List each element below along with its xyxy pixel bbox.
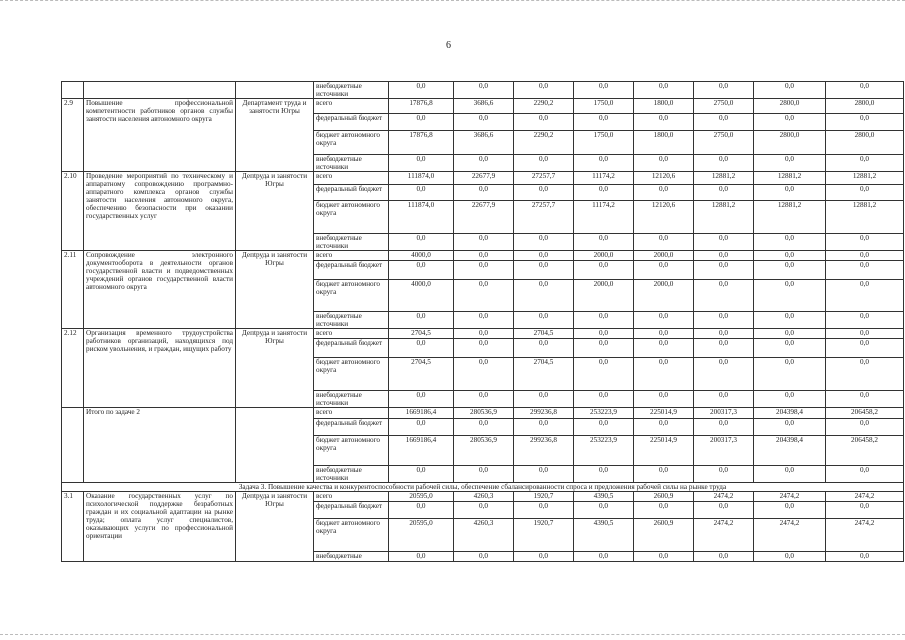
row-description: Проведение мероприятий по техническому и аппаратному сопровождению программно-аппаратного комплекса органов службы занятости населения автономного округа, обеспечению безопасности при оказании государственных услуг	[84, 172, 236, 251]
amount-cell: 0,0	[389, 339, 454, 358]
amount-cell: 2474,2	[754, 519, 826, 552]
amount-cell: 0,0	[826, 358, 904, 391]
amount-cell: 4390,5	[574, 519, 634, 552]
amount-cell: 2750,0	[694, 99, 754, 114]
amount-cell: 11174,2	[574, 201, 634, 234]
funding-source: всего	[314, 329, 389, 339]
amount-cell: 20595,0	[389, 492, 454, 502]
amount-cell: 0,0	[694, 114, 754, 131]
amount-cell: 0,0	[826, 261, 904, 280]
amount-cell: 0,0	[574, 312, 634, 329]
amount-cell: 0,0	[634, 419, 694, 436]
amount-cell: 0,0	[454, 419, 514, 436]
amount-cell: 280536,9	[454, 436, 514, 466]
amount-cell: 2704,5	[514, 358, 574, 391]
amount-cell: 2800,0	[754, 99, 826, 114]
amount-cell: 27257,7	[514, 201, 574, 234]
amount-cell: 0,0	[754, 419, 826, 436]
amount-cell: 299236,8	[514, 408, 574, 419]
amount-cell: 0,0	[634, 82, 694, 99]
amount-cell: 0,0	[389, 82, 454, 99]
amount-cell: 2600,9	[634, 492, 694, 502]
amount-cell: 0,0	[694, 552, 754, 562]
row-responsible	[236, 408, 314, 483]
amount-cell: 2800,0	[826, 131, 904, 155]
amount-cell: 0,0	[514, 466, 574, 483]
amount-cell: 4000,0	[389, 251, 454, 261]
row-index	[62, 82, 84, 99]
amount-cell: 0,0	[694, 155, 754, 172]
amount-cell: 0,0	[754, 312, 826, 329]
amount-cell: 0,0	[574, 261, 634, 280]
amount-cell: 1920,7	[514, 519, 574, 552]
amount-cell: 0,0	[694, 329, 754, 339]
amount-cell: 0,0	[754, 185, 826, 201]
amount-cell: 0,0	[454, 155, 514, 172]
scan-edge-bottom	[0, 634, 905, 637]
amount-cell: 27257,7	[514, 172, 574, 185]
row-responsible: Департамент труда и занятости Югры	[236, 99, 314, 172]
funding-source: внебюджетные источники	[314, 466, 389, 483]
table-row	[62, 408, 904, 419]
amount-cell: 0,0	[574, 155, 634, 172]
amount-cell: 206458,2	[826, 408, 904, 419]
amount-cell: 0,0	[389, 155, 454, 172]
funding-source: бюджет автономного округа	[314, 519, 389, 552]
amount-cell: 111874,0	[389, 172, 454, 185]
amount-cell: 12881,2	[826, 172, 904, 185]
amount-cell: 0,0	[634, 155, 694, 172]
amount-cell: 0,0	[826, 114, 904, 131]
amount-cell: 0,0	[694, 280, 754, 312]
funding-source: всего	[314, 99, 389, 114]
amount-cell: 0,0	[454, 114, 514, 131]
amount-cell: 0,0	[694, 358, 754, 391]
funding-source: бюджет автономного округа	[314, 201, 389, 234]
amount-cell: 204398,4	[754, 436, 826, 466]
amount-cell: 0,0	[826, 155, 904, 172]
amount-cell: 253223,9	[574, 436, 634, 466]
amount-cell: 20595,0	[389, 519, 454, 552]
amount-cell: 1800,0	[634, 99, 694, 114]
amount-cell: 22677,9	[454, 201, 514, 234]
amount-cell: 0,0	[754, 261, 826, 280]
amount-cell: 4260,3	[454, 492, 514, 502]
funding-source: внебюджетные источники	[314, 312, 389, 329]
amount-cell: 0,0	[754, 391, 826, 408]
funding-source: федеральный бюджет	[314, 261, 389, 280]
amount-cell: 0,0	[826, 234, 904, 251]
amount-cell: 0,0	[574, 82, 634, 99]
amount-cell: 12881,2	[826, 201, 904, 234]
amount-cell: 0,0	[389, 552, 454, 562]
amount-cell: 0,0	[694, 312, 754, 329]
amount-cell: 0,0	[634, 339, 694, 358]
amount-cell: 2000,0	[574, 280, 634, 312]
budget-table	[61, 81, 904, 562]
amount-cell: 0,0	[454, 339, 514, 358]
row-description: Повышение профессиональной компетентности работников органов службы занятости населения автономного округа	[84, 99, 236, 172]
funding-source: федеральный бюджет	[314, 185, 389, 201]
funding-source: всего	[314, 492, 389, 502]
amount-cell: 0,0	[574, 114, 634, 131]
amount-cell: 0,0	[826, 466, 904, 483]
amount-cell: 0,0	[826, 339, 904, 358]
amount-cell: 0,0	[514, 261, 574, 280]
amount-cell: 0,0	[454, 185, 514, 201]
amount-cell: 0,0	[826, 329, 904, 339]
amount-cell: 200317,3	[694, 436, 754, 466]
amount-cell: 0,0	[514, 185, 574, 201]
funding-source: федеральный бюджет	[314, 502, 389, 519]
amount-cell: 204398,4	[754, 408, 826, 419]
row-index: 2.9	[62, 99, 84, 172]
amount-cell: 0,0	[389, 419, 454, 436]
amount-cell: 206458,2	[826, 436, 904, 466]
amount-cell: 0,0	[634, 466, 694, 483]
amount-cell: 0,0	[454, 234, 514, 251]
amount-cell: 2750,0	[694, 131, 754, 155]
amount-cell: 0,0	[754, 552, 826, 562]
funding-source: федеральный бюджет	[314, 339, 389, 358]
amount-cell: 0,0	[826, 552, 904, 562]
amount-cell: 0,0	[634, 391, 694, 408]
amount-cell: 0,0	[389, 391, 454, 408]
row-index: 3.1	[62, 492, 84, 562]
amount-cell: 1800,0	[634, 131, 694, 155]
total-label: Итого по задаче 2	[84, 408, 236, 483]
amount-cell: 0,0	[514, 155, 574, 172]
amount-cell: 0,0	[754, 114, 826, 131]
table-row	[62, 172, 904, 185]
row-index: 2.11	[62, 251, 84, 329]
amount-cell: 0,0	[454, 312, 514, 329]
amount-cell: 2290,2	[514, 99, 574, 114]
amount-cell: 0,0	[454, 261, 514, 280]
amount-cell: 0,0	[754, 358, 826, 391]
amount-cell: 0,0	[574, 552, 634, 562]
amount-cell: 0,0	[574, 234, 634, 251]
amount-cell: 0,0	[826, 185, 904, 201]
amount-cell: 11174,2	[574, 172, 634, 185]
funding-source: внебюджетные источники	[314, 155, 389, 172]
amount-cell: 12881,2	[694, 201, 754, 234]
amount-cell: 0,0	[754, 280, 826, 312]
funding-source: внебюджетные источники	[314, 234, 389, 251]
amount-cell: 2474,2	[826, 492, 904, 502]
amount-cell: 17876,8	[389, 131, 454, 155]
amount-cell: 1750,0	[574, 99, 634, 114]
amount-cell: 0,0	[514, 339, 574, 358]
amount-cell: 253223,9	[574, 408, 634, 419]
amount-cell: 111874,0	[389, 201, 454, 234]
amount-cell: 0,0	[574, 358, 634, 391]
amount-cell: 12881,2	[754, 201, 826, 234]
amount-cell: 0,0	[634, 261, 694, 280]
amount-cell: 17876,8	[389, 99, 454, 114]
amount-cell: 2800,0	[826, 99, 904, 114]
amount-cell: 0,0	[454, 502, 514, 519]
amount-cell: 0,0	[514, 114, 574, 131]
amount-cell: 0,0	[694, 502, 754, 519]
amount-cell: 2000,0	[634, 251, 694, 261]
amount-cell: 12120,6	[634, 172, 694, 185]
amount-cell: 1920,7	[514, 492, 574, 502]
amount-cell: 3686,6	[454, 99, 514, 114]
amount-cell: 0,0	[754, 329, 826, 339]
amount-cell: 2474,2	[754, 492, 826, 502]
amount-cell: 2704,5	[514, 329, 574, 339]
amount-cell: 0,0	[514, 234, 574, 251]
task-title: Задача 3. Повышение качества и конкурентоспособности рабочей силы, обеспечение сбалансированности спроса и предложения рабочей силы на рынке труда	[62, 483, 904, 492]
amount-cell: 0,0	[389, 466, 454, 483]
funding-source: бюджет автономного округа	[314, 131, 389, 155]
amount-cell: 4390,5	[574, 492, 634, 502]
amount-cell: 0,0	[574, 502, 634, 519]
amount-cell: 12881,2	[694, 172, 754, 185]
row-description: Организация временного трудоустройства работников организаций, находящихся под риском увольнения, и граждан, ищущих работу	[84, 329, 236, 408]
amount-cell: 0,0	[514, 82, 574, 99]
amount-cell: 2474,2	[826, 519, 904, 552]
amount-cell: 0,0	[634, 358, 694, 391]
amount-cell: 0,0	[454, 82, 514, 99]
amount-cell: 0,0	[514, 251, 574, 261]
amount-cell: 0,0	[634, 312, 694, 329]
funding-source: федеральный бюджет	[314, 114, 389, 131]
amount-cell: 2000,0	[634, 280, 694, 312]
funding-source: внебюджетные источники	[314, 391, 389, 408]
amount-cell: 280536,9	[454, 408, 514, 419]
row-responsible: Депtруда и занятости Югры	[236, 492, 314, 562]
table-row	[62, 329, 904, 339]
funding-source: всего	[314, 172, 389, 185]
row-index	[62, 408, 84, 483]
amount-cell: 0,0	[694, 82, 754, 99]
amount-cell: 0,0	[826, 312, 904, 329]
amount-cell: 0,0	[754, 502, 826, 519]
funding-source: внебюджетные	[314, 552, 389, 562]
funding-source: бюджет автономного округа	[314, 436, 389, 466]
row-responsible	[236, 82, 314, 99]
amount-cell: 3686,6	[454, 131, 514, 155]
amount-cell: 0,0	[754, 234, 826, 251]
amount-cell: 22677,9	[454, 172, 514, 185]
funding-source: всего	[314, 251, 389, 261]
funding-source: бюджет автономного округа	[314, 280, 389, 312]
amount-cell: 0,0	[694, 466, 754, 483]
table-row	[62, 99, 904, 114]
row-responsible: Депtруда и занятости Югры	[236, 172, 314, 251]
amount-cell: 2290,2	[514, 131, 574, 155]
amount-cell: 0,0	[754, 339, 826, 358]
page-number: 6	[446, 40, 451, 51]
amount-cell: 0,0	[454, 251, 514, 261]
amount-cell: 0,0	[694, 419, 754, 436]
amount-cell: 0,0	[694, 391, 754, 408]
amount-cell: 0,0	[754, 251, 826, 261]
amount-cell: 0,0	[694, 261, 754, 280]
amount-cell: 0,0	[389, 234, 454, 251]
row-responsible: Депtруда и занятости Югры	[236, 251, 314, 329]
amount-cell: 0,0	[454, 358, 514, 391]
amount-cell: 12881,2	[754, 172, 826, 185]
amount-cell: 0,0	[574, 329, 634, 339]
amount-cell: 1750,0	[574, 131, 634, 155]
amount-cell: 0,0	[514, 552, 574, 562]
amount-cell: 0,0	[826, 251, 904, 261]
amount-cell: 1669186,4	[389, 436, 454, 466]
amount-cell: 2000,0	[574, 251, 634, 261]
amount-cell: 12120,6	[634, 201, 694, 234]
amount-cell: 225014,9	[634, 408, 694, 419]
amount-cell: 2704,5	[389, 329, 454, 339]
amount-cell: 0,0	[634, 234, 694, 251]
amount-cell: 0,0	[634, 502, 694, 519]
amount-cell: 0,0	[694, 251, 754, 261]
funding-source: всего	[314, 408, 389, 419]
amount-cell: 2800,0	[754, 131, 826, 155]
amount-cell: 0,0	[514, 312, 574, 329]
amount-cell: 299236,8	[514, 436, 574, 466]
amount-cell: 2474,2	[694, 519, 754, 552]
amount-cell: 0,0	[454, 391, 514, 408]
table-row	[62, 492, 904, 502]
amount-cell: 0,0	[634, 329, 694, 339]
amount-cell: 2600,9	[634, 519, 694, 552]
amount-cell: 4000,0	[389, 280, 454, 312]
amount-cell: 2474,2	[694, 492, 754, 502]
amount-cell: 0,0	[754, 82, 826, 99]
task-header-row	[62, 483, 904, 492]
amount-cell: 0,0	[634, 552, 694, 562]
amount-cell: 0,0	[694, 339, 754, 358]
row-index: 2.12	[62, 329, 84, 408]
amount-cell: 0,0	[634, 114, 694, 131]
amount-cell: 0,0	[574, 339, 634, 358]
funding-source: бюджет автономного округа	[314, 358, 389, 391]
funding-source: внебюджетные источники	[314, 82, 389, 99]
amount-cell: 0,0	[389, 185, 454, 201]
amount-cell: 0,0	[574, 391, 634, 408]
amount-cell: 0,0	[826, 502, 904, 519]
amount-cell: 0,0	[574, 466, 634, 483]
row-description: Оказание государственных услуг по психологической поддержке безработных граждан и их социальной адаптации на рынке труда; оплата услуг специалистов, оказывающих услуги по профессиональной ориентации	[84, 492, 236, 562]
amount-cell: 0,0	[826, 280, 904, 312]
amount-cell: 0,0	[754, 466, 826, 483]
amount-cell: 225014,9	[634, 436, 694, 466]
row-description: Сопровождение электронного документооборота в деятельности органов государственной власти и подведомственных учреждений органов государственной власти автономного округа	[84, 251, 236, 329]
row-responsible: Депtруда и занятости Югры	[236, 329, 314, 408]
amount-cell: 4260,3	[454, 519, 514, 552]
amount-cell: 0,0	[634, 185, 694, 201]
amount-cell: 0,0	[514, 419, 574, 436]
amount-cell: 0,0	[574, 419, 634, 436]
scan-edge-top	[0, 0, 905, 4]
row-index: 2.10	[62, 172, 84, 251]
amount-cell: 0,0	[389, 114, 454, 131]
amount-cell: 0,0	[454, 466, 514, 483]
amount-cell: 0,0	[514, 280, 574, 312]
amount-cell: 2704,5	[389, 358, 454, 391]
amount-cell: 0,0	[826, 419, 904, 436]
amount-cell: 0,0	[454, 552, 514, 562]
amount-cell: 0,0	[826, 391, 904, 408]
amount-cell: 0,0	[694, 185, 754, 201]
row-description	[84, 82, 236, 99]
amount-cell: 0,0	[389, 502, 454, 519]
amount-cell: 1669186,4	[389, 408, 454, 419]
amount-cell: 0,0	[454, 329, 514, 339]
amount-cell: 0,0	[514, 391, 574, 408]
amount-cell: 0,0	[514, 502, 574, 519]
table-row	[62, 251, 904, 261]
amount-cell: 0,0	[754, 155, 826, 172]
funding-source: федеральный бюджет	[314, 419, 389, 436]
amount-cell: 0,0	[694, 234, 754, 251]
amount-cell: 0,0	[389, 312, 454, 329]
amount-cell: 0,0	[574, 185, 634, 201]
amount-cell: 0,0	[454, 280, 514, 312]
table-row	[62, 82, 904, 99]
amount-cell: 0,0	[826, 82, 904, 99]
amount-cell: 200317,3	[694, 408, 754, 419]
amount-cell: 0,0	[389, 261, 454, 280]
